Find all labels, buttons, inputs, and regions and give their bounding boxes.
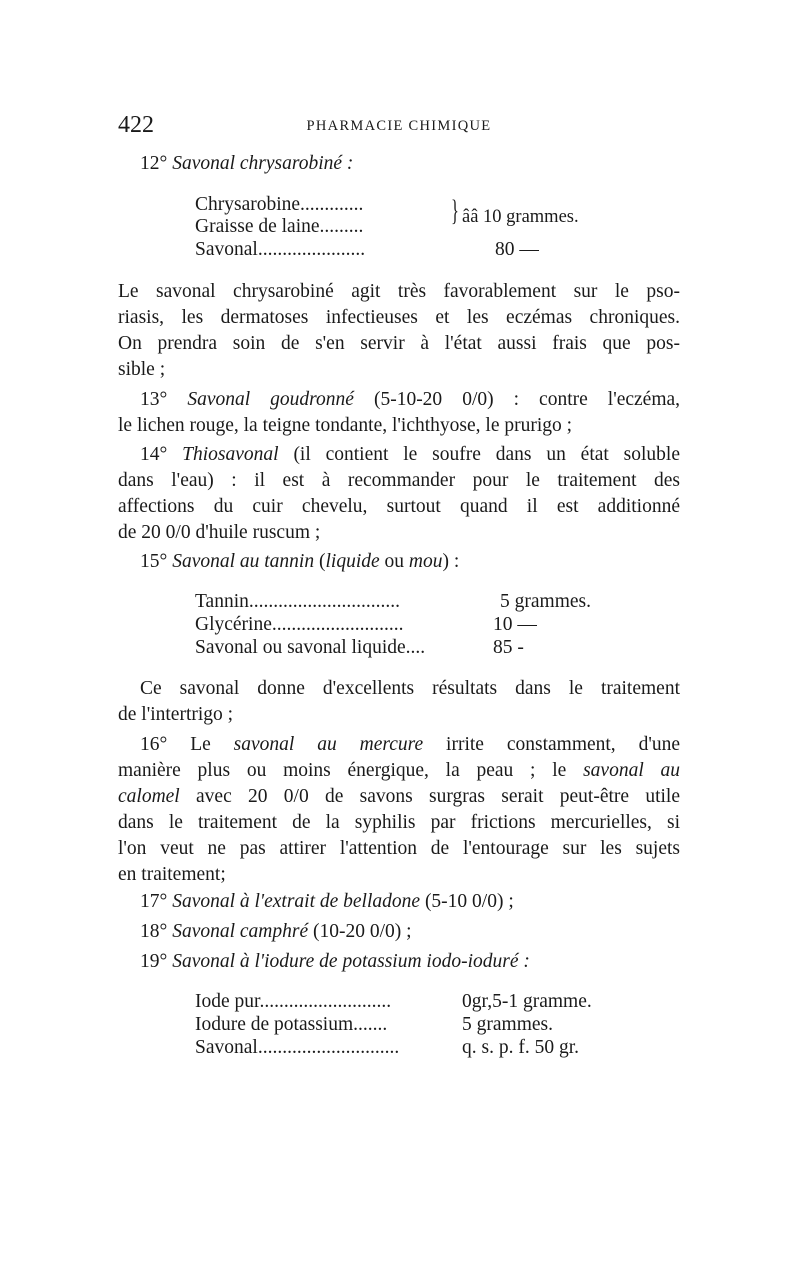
recipe-quantity: 80 — [495,239,539,260]
item-number: 18° [140,921,168,942]
item-variant: liquide [325,551,380,572]
recipe-quantity: 85 - [493,637,524,658]
paragraph-line: de l'intertrigo ; [118,704,234,725]
item-number: 12° [140,153,168,174]
item-19-heading [140,950,530,974]
item-number: 15° [140,551,168,572]
item-title: Savonal chrysarobiné : [172,153,354,174]
recipe-ingredient: Savonal...................... [195,239,366,260]
brace-symbol: } [451,194,459,227]
item-12-heading [140,152,353,176]
item-number: 14° [140,444,168,465]
recipe-quantity: 5 grammes. [500,591,591,612]
paragraph-line: dans le traitement de la syphilis par frictions mercurielles, si [118,812,680,833]
item-text: (5-10 0/0) ; [424,891,514,912]
item-title: Savonal au tannin [172,551,315,572]
item-text: irrite constamment, d'une [446,734,680,755]
paragraph-line: Ce savonal donne d'excellents résultats dans le traitement [140,678,680,699]
paragraph-line: Le savonal chrysarobiné agit très favorablement sur le pso- [118,281,680,302]
item-15-heading [140,550,459,574]
item-text: Le [190,734,211,755]
recipe-shared-quantity: ââ 10 grammes. [462,207,579,227]
item-17-line [140,890,514,914]
item-13-line [140,388,680,412]
paragraph-line [118,759,680,783]
item-title: savonal au [583,760,680,781]
recipe-ingredient: Tannin............................... [195,591,400,612]
recipe-ingredient: Iode pur........................... [195,991,392,1012]
item-text: (il contient le soufre dans un état soluble [293,444,680,465]
recipe-ingredient: Chrysarobine............. [195,194,364,215]
item-text: (10-20 0/0) ; [313,921,412,942]
item-text: manière plus ou moins énergique, la peau ; le [118,760,567,781]
item-number: 19° [140,951,168,972]
paragraph-line: On prendra soin de s'en servir à l'état aussi frais que pos- [118,333,680,354]
recipe-quantity: q. s. p. f. 50 gr. [462,1037,579,1058]
recipe-ingredient: Glycérine........................... [195,614,404,635]
paragraph-line [118,785,680,809]
running-title: PHARMACIE CHIMIQUE [306,118,492,134]
conjunction: ou [384,551,405,572]
item-title: Savonal à l'extrait de belladone [172,891,421,912]
item-title: Savonal goudronné [187,389,354,410]
paragraph-line: de 20 0/0 d'huile ruscum ; [118,522,321,543]
recipe-ingredient: Savonal ou savonal liquide.... [195,637,426,658]
item-text: avec 20 0/0 de savons surgras serait peut-être utile [196,786,680,807]
item-number: 16° [140,734,168,755]
paragraph-line: sible ; [118,359,166,380]
paren: ( [318,551,326,572]
item-number: 17° [140,891,168,912]
recipe-quantity: 0gr,5-1 gramme. [462,991,592,1012]
recipe-quantity: 5 grammes. [462,1014,553,1035]
recipe-ingredient: Graisse de laine......... [195,216,364,237]
item-number: 13° [140,389,168,410]
paragraph-line: affections du cuir chevelu, surtout quand il est additionné [118,496,680,517]
paragraph-line: en traitement; [118,864,226,885]
item-title: Thiosavonal [182,444,279,465]
paragraph-line: riasis, les dermatoses infectieuses et les eczémas chroniques. [118,307,680,328]
recipe-quantity: 10 — [493,614,537,635]
paragraph-line: le lichen rouge, la teigne tondante, l'ichthyose, le prurigo ; [118,415,573,436]
recipe-ingredient: Iodure de potassium....... [195,1014,388,1035]
page-header [118,112,680,140]
item-variant: mou [408,551,443,572]
item-text: (5-10-20 0/0) : contre l'eczéma, [373,389,681,410]
paren: ) : [442,551,460,572]
page-number: 422 [118,112,154,138]
item-18-line [140,920,412,944]
item-title: Savonal camphré [172,921,309,942]
recipe-ingredient: Savonal............................. [195,1037,400,1058]
item-title: savonal au mercure [233,734,424,755]
item-title: Savonal à l'iodure de potassium iodo-ioduré : [172,951,530,972]
item-title: calomel [118,786,180,807]
paragraph-line: dans l'eau) : il est à recommander pour le traitement des [118,470,680,491]
item-14-line [140,443,680,467]
paragraph-line: l'on veut ne pas attirer l'attention de l'entourage sur les sujets [118,838,680,859]
item-16-line [140,733,680,757]
